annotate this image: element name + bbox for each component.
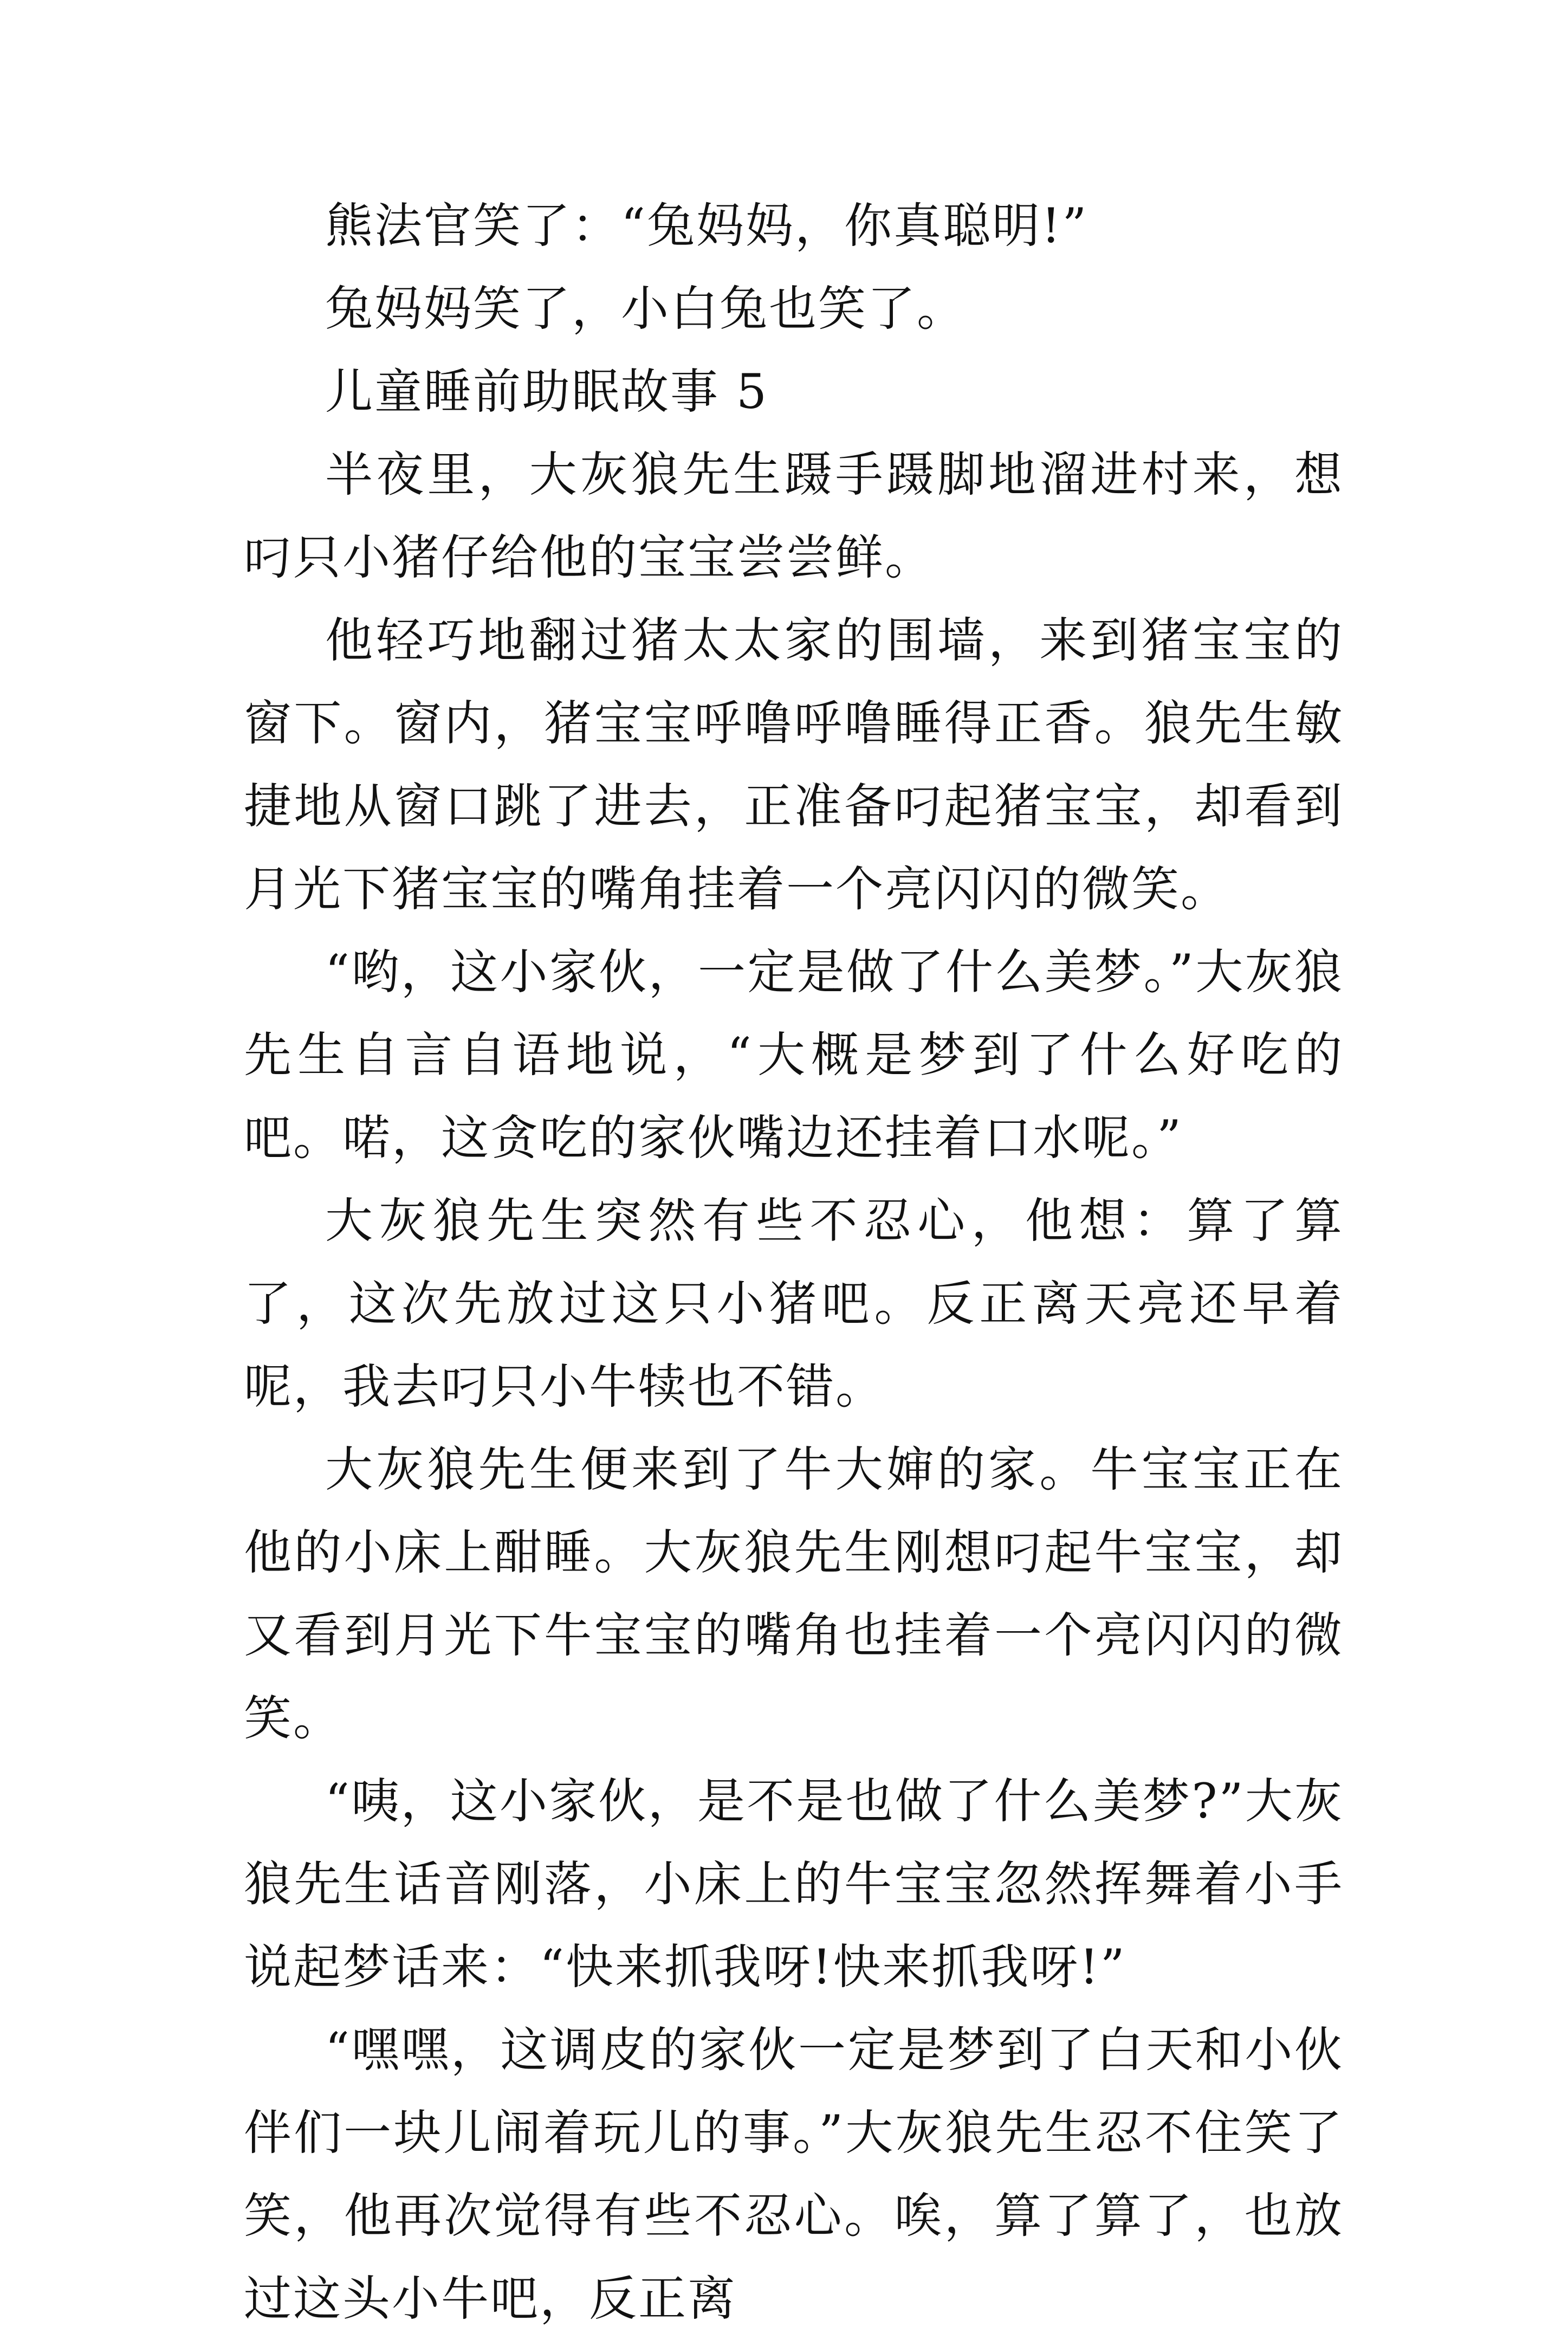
paragraph-1: 熊法官笑了：“兔妈妈，你真聪明!” [325,198,1088,254]
paragraph-5: “哟，这小家伙，一定是做了什么美梦。”大灰狼先生自言自语地说，“大概是梦到了什么好吃的吧。喏，这贪吃的家伙嘴边还挂着口水呢。” [244,944,1344,1166]
paragraph-8: “咦，这小家伙，是不是也做了什么美梦?”大灰狼先生话音刚落，小床上的牛宝宝忽然挥舞着小手说起梦话来：“快来抓我呀!快来抓我呀!” [244,1773,1344,1995]
paragraph-6: 大灰狼先生突然有些不忍心，他想：算了算了，这次先放过这只小猪吧。反正离天亮还早着呢，我去叼只小牛犊也不错。 [244,1193,1344,1414]
story-text [244,184,1344,2340]
paragraph-4: 他轻巧地翻过猪太太家的围墙，来到猪宝宝的窗下。窗内，猪宝宝呼噜呼噜睡得正香。狼先生敏捷地从窗口跳了进去，正准备叼起猪宝宝，却看到月光下猪宝宝的嘴角挂着一个亮闪闪的微笑。 [244,612,1344,917]
paragraph-7: 大灰狼先生便来到了牛大婶的家。牛宝宝正在他的小床上酣睡。大灰狼先生刚想叼起牛宝宝，却又看到月光下牛宝宝的嘴角也挂着一个亮闪闪的微笑。 [244,1442,1344,1746]
section-heading: 儿童睡前助眠故事 5 [325,364,768,419]
paragraph-3: 半夜里，大灰狼先生蹑手蹑脚地溜进村来，想叼只小猪仔给他的宝宝尝尝鲜。 [244,447,1344,585]
paragraph-2: 兔妈妈笑了，小白兔也笑了。 [325,281,967,337]
paragraph-9: “嘿嘿，这调皮的家伙一定是梦到了白天和小伙伴们一块儿闹着玩儿的事。”大灰狼先生忍不住笑了笑，他再次觉得有些不忍心。唉，算了算了，也放过这头小牛吧，反正离 [244,2022,1344,2326]
